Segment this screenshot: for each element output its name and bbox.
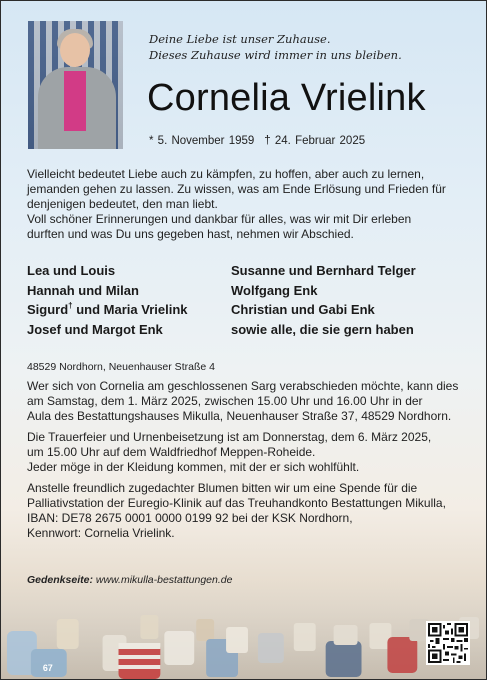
donation-paragraph: Anstelle freundlich zugedachter Blumen bitten wir um eine Spende für die Palliativstation der Euregio-Klinik auf das Treuhandkonto Bestattungen Mikulla, IBAN: DE78 2675 0001 0000 0199 92 bei der KSK Nordhorn, Kennwort: Cornelia Vrielink. xyxy=(27,481,446,540)
qr-code[interactable] xyxy=(426,621,470,665)
farewell-text xyxy=(27,167,467,242)
life-dates xyxy=(149,135,365,147)
farewell-line: durften und was Du uns gegeben hast, nehmen wir Abschied. xyxy=(27,227,354,241)
quote-line-1: Deine Liebe ist unser Zuhause. xyxy=(149,32,331,46)
mourner-entry: Susanne und Bernhard Telger xyxy=(231,263,416,278)
quote-line-2: Dieses Zuhause wird immer in uns bleiben. xyxy=(149,48,402,62)
mourner-entry: Christian und Gabi Enk xyxy=(231,302,375,317)
mourners-right-column xyxy=(231,261,416,339)
memorial-quote xyxy=(149,31,402,63)
deceased-name: Cornelia Vrielink xyxy=(147,77,426,119)
deceased-cross-mark: † xyxy=(68,301,73,310)
mourner-entry: Wolfgang Enk xyxy=(231,282,318,298)
mourner-entry: Hannah und Milan xyxy=(27,282,139,298)
beach-chair-number: 67 xyxy=(42,662,53,674)
mourner-entry: sowie alle, die sie gern haben xyxy=(231,321,414,337)
farewell-line: denjenigen bedeutet, den man liebt. xyxy=(27,197,218,211)
birth-date: * 5. November 1959 xyxy=(149,135,255,147)
farewell-line: Vielleicht bedeutet Liebe auch zu kämpfen, zu hoffen, aber auch zu lernen, xyxy=(27,167,425,181)
funeral-paragraph: Die Trauerfeier und Urnenbeisetzung ist am Donnerstag, dem 6. März 2025, um 15.00 Uhr auf dem Waldfriedhof Meppen-Roheide. Jeder möge in der Kleidung kommen, mit der er sich wohlfühlt. xyxy=(27,430,432,474)
portrait-photo xyxy=(28,21,123,149)
mourner-entry: Lea und Louis xyxy=(27,263,116,278)
viewing-paragraph: Wer sich von Cornelia am geschlossenen Sarg verabschieden möchte, kann dies am Samstag, dem 1. März 2025, zwischen 15.00 Uhr und 16.00 Uhr in der Aula des Bestattungshauses Mikulla, Neuenhauser Straße 37, 48529 Nordhorn. xyxy=(27,379,459,423)
family-address: 48529 Nordhorn, Neuenhauser Straße 4 xyxy=(27,361,215,373)
mourner-entry: Josef und Margot Enk xyxy=(27,321,163,337)
farewell-line: jemanden gehen zu lassen. Zu wissen, was am Ende Erlösung und Frieden für xyxy=(27,182,446,196)
death-date: † 24. Februar 2025 xyxy=(264,135,366,147)
mourners-left-column xyxy=(27,261,188,339)
service-information xyxy=(27,379,475,547)
beach-chairs-image xyxy=(1,579,486,679)
farewell-line: Voll schöner Erinnerungen und dankbar für alles, was wir mit Dir erleben xyxy=(27,212,412,226)
mourner-entry: Sigurd† und Maria Vrielink xyxy=(27,301,188,317)
